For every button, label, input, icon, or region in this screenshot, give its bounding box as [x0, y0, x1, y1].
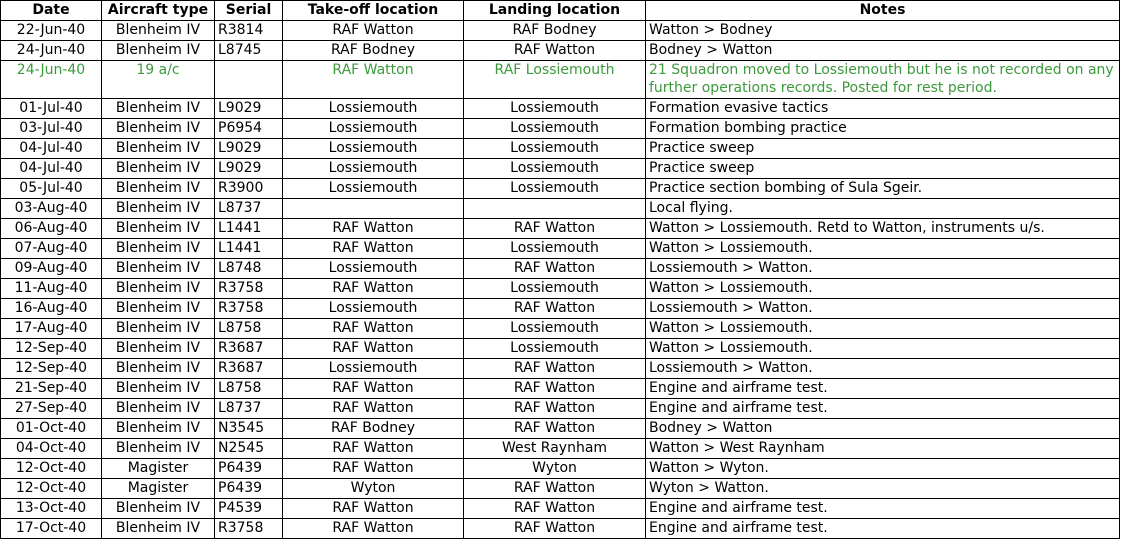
landing-cell: RAF Watton: [464, 519, 646, 539]
aircraft-cell: Blenheim IV: [102, 379, 215, 399]
table-row: [1, 199, 1120, 219]
header-landing-location: Landing location: [464, 1, 646, 21]
notes-cell: Lossiemouth > Watton.: [646, 259, 1120, 279]
aircraft-cell: Blenheim IV: [102, 179, 215, 199]
serial-cell: [215, 61, 283, 99]
aircraft-cell: Blenheim IV: [102, 319, 215, 339]
landing-cell: Wyton: [464, 459, 646, 479]
notes-cell: Wyton > Watton.: [646, 479, 1120, 499]
date-cell: 04-Oct-40: [1, 439, 102, 459]
table-row: [1, 139, 1120, 159]
notes-cell: Watton > Wyton.: [646, 459, 1120, 479]
notes-cell: Watton > Bodney: [646, 21, 1120, 41]
table-row: [1, 21, 1120, 41]
landing-cell: West Raynham: [464, 439, 646, 459]
takeoff-cell: RAF Watton: [283, 399, 464, 419]
takeoff-cell: RAF Watton: [283, 499, 464, 519]
notes-cell: Engine and airframe test.: [646, 499, 1120, 519]
takeoff-cell: RAF Watton: [283, 439, 464, 459]
date-cell: 06-Aug-40: [1, 219, 102, 239]
date-cell: 24-Jun-40: [1, 61, 102, 99]
landing-cell: RAF Lossiemouth: [464, 61, 646, 99]
aircraft-cell: 19 a/c: [102, 61, 215, 99]
header-aircraft-type: Aircraft type: [102, 1, 215, 21]
date-cell: 17-Oct-40: [1, 519, 102, 539]
table-row: [1, 399, 1120, 419]
serial-cell: R3900: [215, 179, 283, 199]
table-row: [1, 279, 1120, 299]
notes-cell: Local flying.: [646, 199, 1120, 219]
date-cell: 12-Sep-40: [1, 359, 102, 379]
notes-cell: Practice sweep: [646, 139, 1120, 159]
takeoff-cell: Lossiemouth: [283, 359, 464, 379]
notes-cell: Formation bombing practice: [646, 119, 1120, 139]
takeoff-cell: RAF Watton: [283, 339, 464, 359]
aircraft-cell: Blenheim IV: [102, 41, 215, 61]
serial-cell: L1441: [215, 239, 283, 259]
aircraft-cell: Blenheim IV: [102, 399, 215, 419]
date-cell: 22-Jun-40: [1, 21, 102, 41]
table-row: [1, 179, 1120, 199]
table-row: [1, 359, 1120, 379]
aircraft-cell: Blenheim IV: [102, 199, 215, 219]
notes-cell: Practice sweep: [646, 159, 1120, 179]
aircraft-cell: Blenheim IV: [102, 499, 215, 519]
header-takeoff-location: Take-off location: [283, 1, 464, 21]
table-row: [1, 299, 1120, 319]
date-cell: 01-Jul-40: [1, 99, 102, 119]
date-cell: 11-Aug-40: [1, 279, 102, 299]
date-cell: 05-Jul-40: [1, 179, 102, 199]
landing-cell: Lossiemouth: [464, 159, 646, 179]
notes-cell: Lossiemouth > Watton.: [646, 359, 1120, 379]
aircraft-cell: Blenheim IV: [102, 519, 215, 539]
takeoff-cell: RAF Watton: [283, 519, 464, 539]
date-cell: 12-Sep-40: [1, 339, 102, 359]
date-cell: 27-Sep-40: [1, 399, 102, 419]
header-notes: Notes: [646, 1, 1120, 21]
table-row: [1, 379, 1120, 399]
landing-cell: RAF Watton: [464, 299, 646, 319]
aircraft-cell: Blenheim IV: [102, 359, 215, 379]
takeoff-cell: RAF Watton: [283, 61, 464, 99]
serial-cell: L9029: [215, 159, 283, 179]
takeoff-cell: Lossiemouth: [283, 99, 464, 119]
serial-cell: L8745: [215, 41, 283, 61]
takeoff-cell: Lossiemouth: [283, 119, 464, 139]
table-row: [1, 519, 1120, 539]
serial-cell: P6954: [215, 119, 283, 139]
aircraft-cell: Magister: [102, 459, 215, 479]
aircraft-cell: Blenheim IV: [102, 119, 215, 139]
table-row: [1, 259, 1120, 279]
aircraft-cell: Blenheim IV: [102, 259, 215, 279]
table-row: [1, 239, 1120, 259]
takeoff-cell: Lossiemouth: [283, 139, 464, 159]
notes-cell: Watton > Lossiemouth.: [646, 239, 1120, 259]
serial-cell: L8758: [215, 319, 283, 339]
notes-cell: Practice section bombing of Sula Sgeir.: [646, 179, 1120, 199]
landing-cell: RAF Watton: [464, 399, 646, 419]
takeoff-cell: Wyton: [283, 479, 464, 499]
serial-cell: L9029: [215, 99, 283, 119]
table-row: [1, 119, 1120, 139]
date-cell: 07-Aug-40: [1, 239, 102, 259]
notes-cell: Watton > Lossiemouth.: [646, 319, 1120, 339]
landing-cell: RAF Watton: [464, 359, 646, 379]
date-cell: 01-Oct-40: [1, 419, 102, 439]
aircraft-cell: Blenheim IV: [102, 299, 215, 319]
serial-cell: P4539: [215, 499, 283, 519]
landing-cell: RAF Watton: [464, 419, 646, 439]
header-serial: Serial: [215, 1, 283, 21]
table-row: [1, 319, 1120, 339]
landing-cell: RAF Watton: [464, 379, 646, 399]
date-cell: 12-Oct-40: [1, 459, 102, 479]
table-row: [1, 499, 1120, 519]
table-row: [1, 479, 1120, 499]
landing-cell: RAF Watton: [464, 479, 646, 499]
notes-cell: Lossiemouth > Watton.: [646, 299, 1120, 319]
table-row: [1, 99, 1120, 119]
takeoff-cell: Lossiemouth: [283, 259, 464, 279]
aircraft-cell: Blenheim IV: [102, 419, 215, 439]
serial-cell: R3758: [215, 279, 283, 299]
serial-cell: R3814: [215, 21, 283, 41]
landing-cell: Lossiemouth: [464, 239, 646, 259]
date-cell: 21-Sep-40: [1, 379, 102, 399]
landing-cell: Lossiemouth: [464, 119, 646, 139]
serial-cell: L8748: [215, 259, 283, 279]
date-cell: 03-Aug-40: [1, 199, 102, 219]
aircraft-cell: Magister: [102, 479, 215, 499]
table-row: [1, 219, 1120, 239]
takeoff-cell: RAF Watton: [283, 319, 464, 339]
table-row-highlighted: [1, 61, 1120, 99]
date-cell: 04-Jul-40: [1, 139, 102, 159]
table-row: [1, 419, 1120, 439]
serial-cell: R3758: [215, 299, 283, 319]
date-cell: 13-Oct-40: [1, 499, 102, 519]
serial-cell: R3687: [215, 359, 283, 379]
serial-cell: P6439: [215, 459, 283, 479]
serial-cell: L8737: [215, 199, 283, 219]
aircraft-cell: Blenheim IV: [102, 159, 215, 179]
landing-cell: Lossiemouth: [464, 319, 646, 339]
notes-cell: Watton > Lossiemouth.: [646, 339, 1120, 359]
notes-cell: Bodney > Watton: [646, 419, 1120, 439]
landing-cell: Lossiemouth: [464, 139, 646, 159]
aircraft-cell: Blenheim IV: [102, 99, 215, 119]
landing-cell: Lossiemouth: [464, 99, 646, 119]
aircraft-cell: Blenheim IV: [102, 279, 215, 299]
landing-cell: RAF Watton: [464, 219, 646, 239]
table-row: [1, 339, 1120, 359]
landing-cell: RAF Bodney: [464, 21, 646, 41]
aircraft-cell: Blenheim IV: [102, 239, 215, 259]
takeoff-cell: RAF Bodney: [283, 41, 464, 61]
notes-cell: Engine and airframe test.: [646, 519, 1120, 539]
header-date: Date: [1, 1, 102, 21]
serial-cell: L1441: [215, 219, 283, 239]
aircraft-cell: Blenheim IV: [102, 439, 215, 459]
date-cell: 12-Oct-40: [1, 479, 102, 499]
aircraft-cell: Blenheim IV: [102, 21, 215, 41]
table-row: [1, 439, 1120, 459]
notes-cell: Bodney > Watton: [646, 41, 1120, 61]
table-row: [1, 459, 1120, 479]
serial-cell: R3758: [215, 519, 283, 539]
header-row: [1, 1, 1120, 21]
takeoff-cell: RAF Watton: [283, 459, 464, 479]
takeoff-cell: RAF Watton: [283, 379, 464, 399]
notes-cell: 21 Squadron moved to Lossiemouth but he is not recorded on any further operations records. Posted for rest period.: [646, 61, 1120, 99]
table-body: [1, 21, 1120, 539]
notes-cell: Engine and airframe test.: [646, 399, 1120, 419]
serial-cell: L8737: [215, 399, 283, 419]
aircraft-cell: Blenheim IV: [102, 219, 215, 239]
serial-cell: N2545: [215, 439, 283, 459]
takeoff-cell: RAF Watton: [283, 239, 464, 259]
notes-cell: Formation evasive tactics: [646, 99, 1120, 119]
serial-cell: L8758: [215, 379, 283, 399]
landing-cell: [464, 199, 646, 219]
notes-cell: Engine and airframe test.: [646, 379, 1120, 399]
landing-cell: RAF Watton: [464, 499, 646, 519]
takeoff-cell: RAF Watton: [283, 21, 464, 41]
serial-cell: N3545: [215, 419, 283, 439]
aircraft-cell: Blenheim IV: [102, 339, 215, 359]
landing-cell: Lossiemouth: [464, 339, 646, 359]
takeoff-cell: RAF Watton: [283, 219, 464, 239]
takeoff-cell: [283, 199, 464, 219]
takeoff-cell: Lossiemouth: [283, 179, 464, 199]
date-cell: 17-Aug-40: [1, 319, 102, 339]
landing-cell: Lossiemouth: [464, 179, 646, 199]
takeoff-cell: RAF Watton: [283, 279, 464, 299]
notes-cell: Watton > Lossiemouth. Retd to Watton, instruments u/s.: [646, 219, 1120, 239]
notes-cell: Watton > West Raynham: [646, 439, 1120, 459]
aircraft-cell: Blenheim IV: [102, 139, 215, 159]
landing-cell: Lossiemouth: [464, 279, 646, 299]
date-cell: 09-Aug-40: [1, 259, 102, 279]
takeoff-cell: RAF Bodney: [283, 419, 464, 439]
landing-cell: RAF Watton: [464, 259, 646, 279]
table-row: [1, 159, 1120, 179]
landing-cell: RAF Watton: [464, 41, 646, 61]
serial-cell: R3687: [215, 339, 283, 359]
date-cell: 03-Jul-40: [1, 119, 102, 139]
takeoff-cell: Lossiemouth: [283, 299, 464, 319]
serial-cell: L9029: [215, 139, 283, 159]
date-cell: 04-Jul-40: [1, 159, 102, 179]
serial-cell: P6439: [215, 479, 283, 499]
date-cell: 16-Aug-40: [1, 299, 102, 319]
notes-cell: Watton > Lossiemouth.: [646, 279, 1120, 299]
table-row: [1, 41, 1120, 61]
takeoff-cell: Lossiemouth: [283, 159, 464, 179]
date-cell: 24-Jun-40: [1, 41, 102, 61]
